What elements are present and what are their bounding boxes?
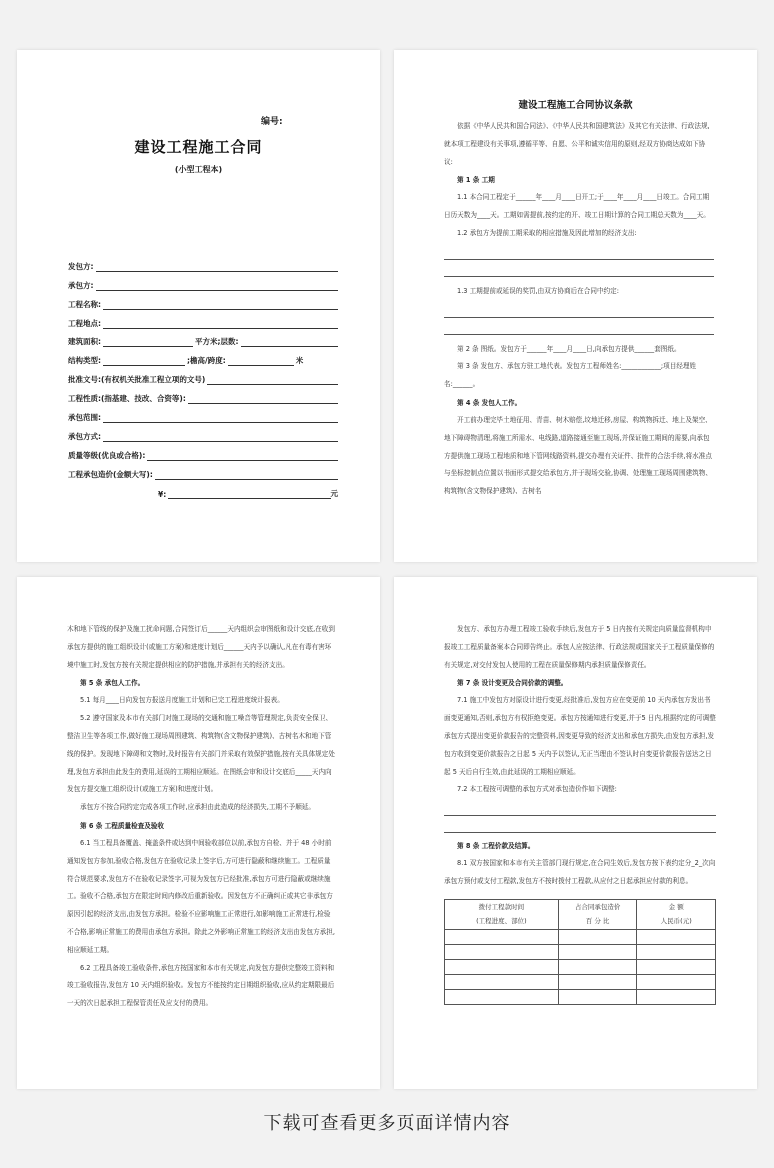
eaves-height-line <box>228 356 294 366</box>
field-client: 发包方: <box>68 253 338 272</box>
clause-1-3: 1.3 工期提前或延误的奖罚,由双方协商后在合同中约定: <box>457 286 619 295</box>
contract-subtitle: (小型工程本) <box>174 165 223 174</box>
payment-schedule-table <box>444 899 716 1005</box>
quality-grade-line <box>147 451 338 461</box>
article-2: 第 2 条 图纸。发包方于______年____月____日,向承包方提供______套图纸。 <box>457 344 681 353</box>
article-7-heading: 第 7 条 设计变更及合同价款的调整。 <box>457 679 568 688</box>
continued-paragraph: 发包方、承包方办理工程竣工验收手续后,发包方于 5 日内按有关规定向质量监督机构申报竣工工程质量备案本合同即告终止。承包人应按法律、行政法规或国家关于工程质量保修的有关规定,对交付发包人使用的工程在质量保修期内承担质量保修责任。 <box>444 625 715 669</box>
field-building-area: 建筑面积: 平方米;层数: <box>68 329 338 348</box>
structure-type-line <box>103 356 185 366</box>
blank-line <box>444 799 716 816</box>
clause-8-1: 8.1 双方按国家和本市有关主管部门现行规定,在合同生效后,发包方按下表约定分_2_次向承包方预付或支付工程款,发包方不按时拨付工程款,从应付之日起承担应付款的利息。 <box>444 859 716 885</box>
project-location-line <box>103 319 338 329</box>
header-amount-sub: 人民币(元) <box>637 914 716 929</box>
field-contract-price: 工程承包造价(金额大写): <box>68 461 338 480</box>
field-project-location: 工程地点: <box>68 310 338 329</box>
clause-6-2: 6.2 工程具备竣工验收条件,承包方按国家和本市有关规定,向发包方提供完整竣工资料和竣工验收报告,发包方 10 天内组织验收。发包方不能按约定日期组织验收,应从约定期限最后一天的次日起承担工程保管责任及应支付的费用。 <box>67 963 335 1008</box>
table-header-row <box>445 914 716 929</box>
agreement-terms-page <box>394 50 757 562</box>
blank-line <box>444 243 714 260</box>
project-nature-line <box>188 394 338 404</box>
contractor-line <box>96 281 339 291</box>
blank-line <box>444 318 714 335</box>
table-row <box>445 959 716 974</box>
clause-6-1: 6.1 当工程具备覆盖、掩盖条件或达到中间验收部位以前,承包方自检、并于 48 小时前通知发包方参加,验收合格,发包方在验收记录上签字后,方可进行隐蔽和继续施工。工程质量符合规范要求,发包方不在验收记录签字,可视为发包方已经批准,承包方可进行隐蔽或继续施工。验收不合格,承包方在限定时间内修改后重新验收。因发包方不正确纠正或其它非承包方原因引起的经济支出,由发包方承担。检验不应影响施工正常进行,如影响施工正常进行,检验不合格,影响正常施工的费用由承包方承担。除此之外影响正常施工的经济支出由发包方承担,相应顺延工期。 <box>67 838 335 954</box>
table-row <box>445 974 716 989</box>
field-contract-scope: 承包范围: <box>68 404 338 423</box>
floors-line <box>241 337 339 347</box>
terms-page-4-body <box>444 621 716 1005</box>
contract-mode-line <box>103 432 338 442</box>
field-contractor: 承包方: <box>68 272 338 291</box>
field-project-name: 工程名称: <box>68 291 338 310</box>
header-percent: 占合同承包造价 <box>558 899 637 914</box>
blank-line <box>444 301 714 318</box>
header-amount: 金 额 <box>637 899 716 914</box>
article-1-heading: 第 1 条 工期 <box>457 176 495 185</box>
clause-5-2: 5.2 遵守国家及本市有关部门对施工现场的交通和施工噪音等管理规定,负责安全保卫、整洁卫生等各项工作,做好施工现场周围建筑、构筑物(含文物保护建筑)、古树名木和地下管线的保护。发现地下障碍和文物时,及时报告有关部门并采取有效保护措施,按有关具体规定处理,发包方承担由此发生的费用,延误的工期相应顺延。在图纸会审和设计交底后_____天内向发包方提交施工组织设计(或施工方案)和进度计划。 <box>67 714 335 794</box>
header-percent-sub: 百 分 比 <box>558 914 637 929</box>
terms-page-3-body <box>67 621 337 1013</box>
table-row <box>445 929 716 944</box>
clause-5-1: 5.1 每月____日向发包方报送月度施工计划和已完工程进度统计报表。 <box>80 696 284 705</box>
clause-7-1: 7.1 施工中发包方对原设计进行变更,经批准后,发包方应在变更前 10 天内承包方发出书面变更通知,否则,承包方有权拒绝变更。承包方按通知进行变更,并于5 日内,根据约定的可调整承包方式提出变更价款报告的完整资料,因变更导致的经济支出和承包方损失,由发包方承担,发包方收到变更价款报告之日起 5 天内予以签认,无正当理由不签认时自变更价款报告送达之日起 5 天后自行生效,由此延误的工期相应顺延。 <box>444 696 716 776</box>
approval-doc-line <box>207 375 338 385</box>
clause-4-1: 开工前办理完毕土地征用、青苗、树木赔偿,坟地迁移,房屋、构筑物拆迁、地上及架空、地下障碍物清理,将施工所需水、电线路,道路接通至施工现场,并保证施工期间的需要,向承包方提供施工现场工程地质和地下管网线路资料,提交办理有关证件、批件的合法手续,将水准点与坐标控制点位置以书面形式提交给承包方,并于现场交验,协调、处理施工现场周围建筑物、构筑物(含文物保护建筑)、古树名 <box>444 415 712 496</box>
contract-fields <box>68 253 338 499</box>
terms-page-3 <box>17 577 380 1089</box>
contract-cover-page <box>17 50 380 562</box>
field-structure-type: 结构类型: ;檐高/跨度: 米 <box>68 356 304 366</box>
clause-1-1: 1.1 本合同工程定于______年____月____日开工;于____年____月____日竣工。合同工期日历天数为____天。工期如需提前,按约定的开、竣工日期计算的合同工期总天数为____天。 <box>444 193 710 220</box>
article-5-heading: 第 5 条 承包人工作。 <box>80 679 145 688</box>
blank-line <box>444 260 714 277</box>
download-caption[interactable]: 下载可查看更多页面详情内容 <box>263 1113 511 1134</box>
header-time-sub: (工程进度、部位) <box>445 914 559 929</box>
clause-7-2: 7.2 本工程按可调整的承包方式对承包造价作如下调整: <box>457 785 617 794</box>
field-approval-doc: 批准文号:(有权机关批准工程立项的文号) <box>68 366 338 385</box>
contract-scope-line <box>103 413 338 423</box>
article-4-heading: 第 4 条 发包人工作。 <box>457 398 522 407</box>
header-time: 拨付工程款时间 <box>445 899 559 914</box>
client-line <box>96 262 339 272</box>
agreement-terms-title: 建设工程施工合同协议条款 <box>518 100 633 111</box>
project-name-line <box>103 300 338 310</box>
clause-1-2: 1.2 承包方为提前工期采取的相应措施及因此增加的经济支出: <box>457 228 637 237</box>
article-8-heading: 第 8 条 工程价款及结算。 <box>457 842 535 851</box>
building-area-line <box>103 337 193 347</box>
table-row <box>445 989 716 1004</box>
terms-page-4 <box>394 577 757 1089</box>
field-yen-amount: ¥: 元 <box>158 488 338 499</box>
field-quality-grade: 质量等级(优良或合格): <box>68 442 338 461</box>
table-row <box>445 944 716 959</box>
blank-line <box>444 816 716 833</box>
yen-line <box>168 489 330 499</box>
contract-number-label: 编号: <box>261 117 283 127</box>
intro-paragraph: 依据《中华人民共和国合同法》、《中华人民共和国建筑法》及其它有关法律、行政法规,就本项工程建设有关事项,遵循平等、自愿、公平和诚实信用的原则,经双方协商达成如下协议: <box>444 122 710 166</box>
field-contract-mode: 承包方式: <box>68 423 338 442</box>
contract-title: 建设工程施工合同 <box>134 138 263 156</box>
continued-paragraph: 木和地下管线的保护及施工扰命问题,合同签订后______天内组织会审图纸和设计交底,在收到承包方提供的施工组织设计(或施工方案)和进度计划后______天内予以确认,凡在有毒有害环境中施工时,发包方按有关规定提供相应的防护措施,并承担有关的经济支出。 <box>67 625 335 669</box>
agreement-terms-body <box>444 118 714 501</box>
contract-price-line <box>155 470 338 480</box>
article-3: 第 3 条 发包方、承包方驻工地代表。发包方工程师姓名:____________;项目经理姓名:______。 <box>444 362 697 389</box>
field-project-nature: 工程性质:(指基建、技改、合资等): <box>68 385 338 404</box>
clause-5-3: 承包方不按合同约定完成各项工作时,应承担由此造成的经济损失,工期不予顺延。 <box>80 803 315 812</box>
table-header-row <box>445 899 716 914</box>
article-6-heading: 第 6 条 工程质量检查及验收 <box>80 821 165 830</box>
